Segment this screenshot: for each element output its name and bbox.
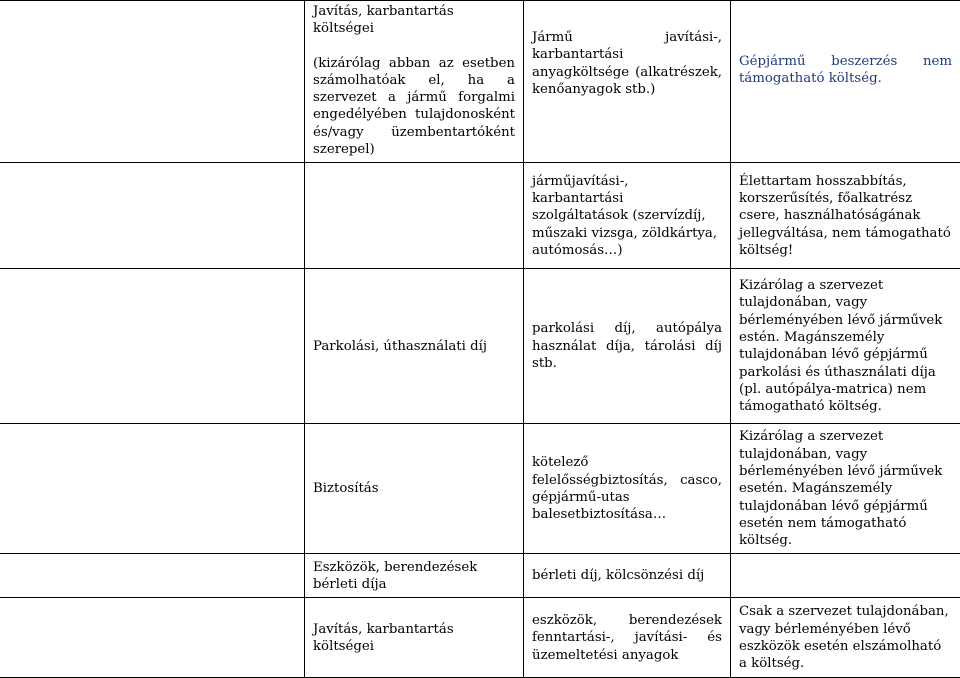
category-text: Biztosítás xyxy=(313,481,379,496)
eligible-text: Jármű javítási-, karbantartási anyagköltsége (alkatrészek, kenőanyagok stb.) xyxy=(532,30,722,97)
empty-cell xyxy=(0,1,305,163)
table-row xyxy=(0,424,960,554)
category-cell xyxy=(305,1,524,163)
not-eligible-text: Gépjármű beszerzés nem támogatható költség. xyxy=(739,54,952,86)
eligible-text: eszközök, berendezések fenntartási-, javítási- és üzemeltetési anyagok xyxy=(532,613,722,663)
category-cell xyxy=(305,598,524,678)
category-cell xyxy=(305,554,524,598)
empty-cell xyxy=(0,163,305,269)
table-row xyxy=(0,1,960,163)
eligible-text: kötelező felelősségbiztosítás, casco, gépjármű-utas balesetbiztosítása… xyxy=(532,455,722,522)
eligible-text: parkolási díj, autópálya használat díja, tárolási díj stb. xyxy=(532,321,722,371)
eligible-text: járműjavítási-, karbantartási szolgáltatások (szervízdíj, műszaki vizsga, zöldkártya, autómosás…) xyxy=(532,174,717,258)
not-eligible-cell xyxy=(731,1,960,163)
table-row xyxy=(0,554,960,598)
empty-cell xyxy=(0,424,305,554)
eligible-text: bérleti díj, kölcsönzési díj xyxy=(532,568,704,583)
category-text: Parkolási, úthasználati díj xyxy=(313,339,487,354)
not-eligible-text: Csak a szervezet tulajdonában, vagy bérleményében lévő eszközök esetén elszámolható a költség. xyxy=(739,604,949,671)
eligible-cell xyxy=(524,163,731,269)
not-eligible-text: Élettartam hosszabbítás, korszerűsítés, főalkatrész csere, használhatóságának jellegváltása, nem támogatható költség! xyxy=(739,174,951,258)
category-title: Javítás, karbantartás költségei xyxy=(313,3,515,38)
not-eligible-cell xyxy=(731,163,960,269)
eligible-cell xyxy=(524,269,731,424)
empty-cell xyxy=(0,554,305,598)
empty-cell xyxy=(0,269,305,424)
category-text: Javítás, karbantartás költségei xyxy=(313,622,454,654)
eligible-cell xyxy=(524,598,731,678)
eligible-cell xyxy=(524,424,731,554)
category-cell xyxy=(305,269,524,424)
not-eligible-cell xyxy=(731,598,960,678)
empty-cell xyxy=(0,598,305,678)
not-eligible-text: Kizárólag a szervezet tulajdonában, vagy bérleményében lévő járművek esetén. Magánszemély tulajdonában lévő gépjármű esetén nem támogatható költség. xyxy=(739,429,942,548)
category-note: (kizárólag abban az esetben számolhatóak el, ha a szervezet a jármű forgalmi engedélyében tulajdonosként és/vagy üzembentartóként szerepel) xyxy=(313,55,515,159)
not-eligible-cell xyxy=(731,424,960,554)
eligible-cell xyxy=(524,554,731,598)
category-text: Eszközök, berendezések bérleti díja xyxy=(313,560,477,592)
table-row xyxy=(0,163,960,269)
eligible-cell xyxy=(524,1,731,163)
not-eligible-text: Kizárólag a szervezet tulajdonában, vagy bérleményében lévő járművek estén. Magánszemély tulajdonában lévő gépjármű parkolási és úthasználati díja (pl. autópálya-matrica) nem támogatható költség. xyxy=(739,278,942,414)
table-row xyxy=(0,598,960,678)
not-eligible-cell xyxy=(731,269,960,424)
table-row xyxy=(0,269,960,424)
not-eligible-cell xyxy=(731,554,960,598)
category-cell xyxy=(305,163,524,269)
category-cell xyxy=(305,424,524,554)
